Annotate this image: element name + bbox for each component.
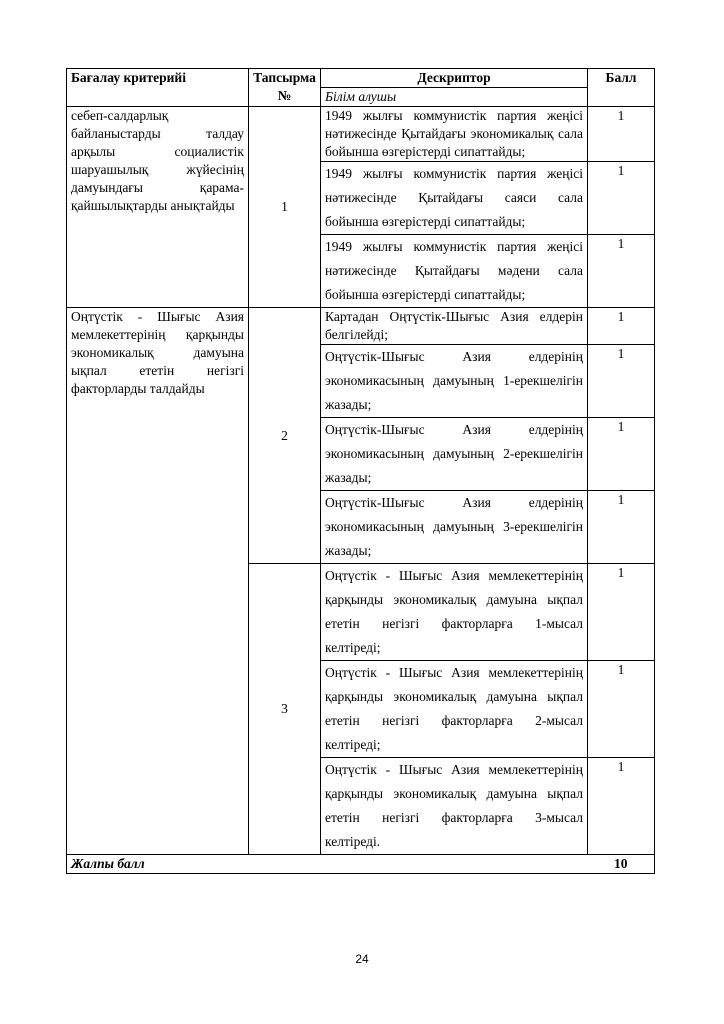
task-number: 1 [249,107,321,308]
descriptor-cell: Оңтүстік-Шығыс Азия елдерінің экономикасының дамуының 3-ерекшелігін жазады; [321,491,588,564]
task-number: 3 [249,564,321,855]
descriptor-cell: Картадан Оңтүстік-Шығыс Азия елдерін белгілейді; [321,308,588,345]
header-row [67,69,655,88]
criterion-cell: себеп-салдарлық байланыстарды талдау арқылы социалистік шаруашылық жүйесінің дамуындағы қарама-қайшылықтарды анықтайды [67,107,249,308]
score-cell: 1 [588,345,655,418]
page-number: 24 [355,952,369,966]
descriptor-cell: Оңтүстік-Шығыс Азия елдерінің экономикасының дамуының 2-ерекшелігін жазады; [321,418,588,491]
total-score: 10 [588,855,655,874]
header-descriptor: Дескриптор [321,69,588,88]
descriptor-cell: 1949 жылғы коммунистік партия жеңісі нәтижесінде Қытайдағы саяси сала бойынша өзгерістерді сипаттайды; [321,162,588,235]
task-number: 2 [249,308,321,564]
score-cell: 1 [588,162,655,235]
descriptor-cell: 1949 жылғы коммунистік партия жеңісі нәтижесінде Қытайдағы экономикалық сала бойынша өзгерістерді сипаттайды; [321,107,588,162]
score-cell: 1 [588,418,655,491]
score-cell: 1 [588,491,655,564]
score-cell: 1 [588,107,655,162]
descriptor-cell: Оңтүстік - Шығыс Азия мемлекеттерінің қарқынды экономикалық дамуына ықпал ететін негізгі факторларға 1-мысал келтіреді; [321,564,588,661]
score-cell: 1 [588,564,655,661]
header-task: Тапсырма № [249,69,321,107]
descriptor-cell: Оңтүстік-Шығыс Азия елдерінің экономикасының дамуының 1-ерекшелігін жазады; [321,345,588,418]
score-cell: 1 [588,661,655,758]
header-score: Балл [588,69,655,107]
score-cell: 1 [588,308,655,345]
descriptor-cell: 1949 жылғы коммунистік партия жеңісі нәтижесінде Қытайдағы мәдени сала бойынша өзгерістерді сипаттайды; [321,235,588,308]
total-label: Жалпы балл [67,855,249,874]
assessment-rubric-table [66,68,655,874]
descriptor-cell: Оңтүстік - Шығыс Азия мемлекеттерінің қарқынды экономикалық дамуына ықпал ететін негізгі факторларға 2-мысал келтіреді; [321,661,588,758]
score-cell: 1 [588,758,655,855]
score-cell: 1 [588,235,655,308]
table-row [67,308,655,345]
header-criterion: Бағалау критерийі [67,69,249,107]
total-row [67,855,655,874]
header-learner: Білім алушы [321,88,588,107]
criterion-cell: Оңтүстік - Шығыс Азия мемлекеттерінің қарқынды экономикалық дамуына ықпал ететін негізгі факторларды талдайды [67,308,249,855]
table-row [67,107,655,162]
descriptor-cell: Оңтүстік - Шығыс Азия мемлекеттерінің қарқынды экономикалық дамуына ықпал ететін негізгі факторларға 3-мысал келтіреді. [321,758,588,855]
